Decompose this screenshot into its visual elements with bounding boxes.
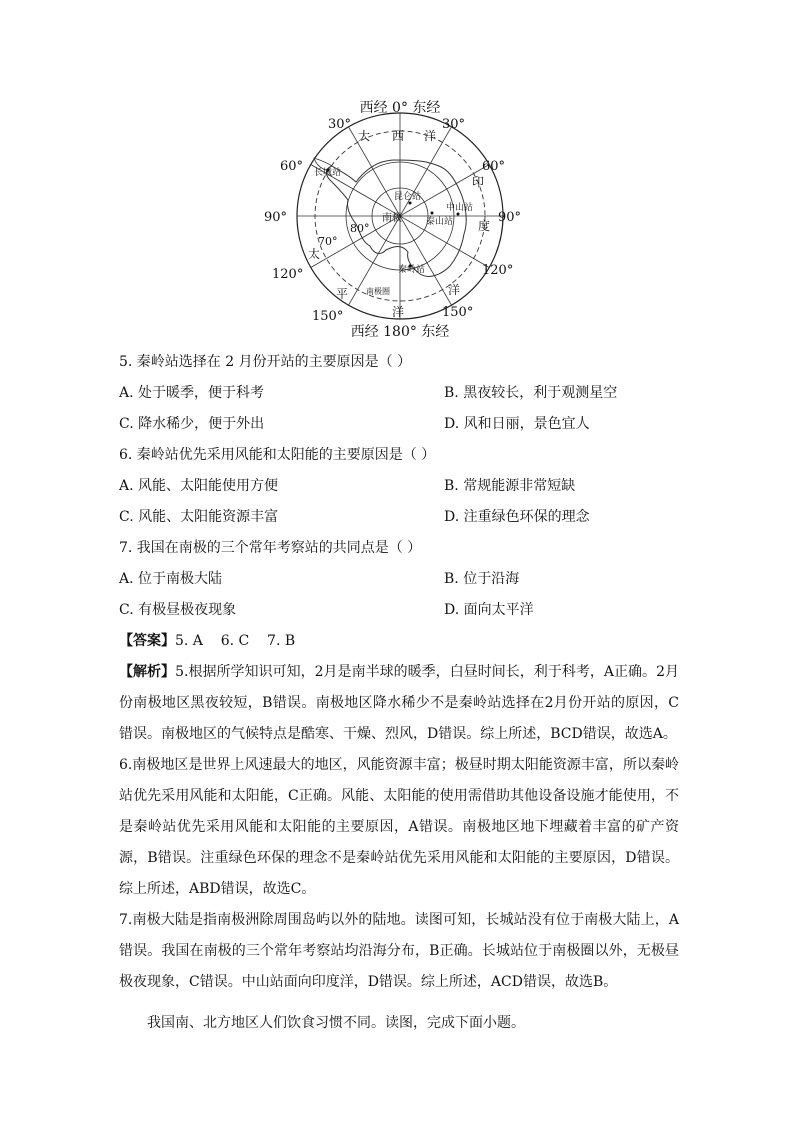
ocean-char-yang-indian: 洋	[448, 283, 461, 297]
question-6-stem: 6. 秦岭站优先采用风能和太阳能的主要原因是（ ）	[119, 447, 436, 463]
deg-150-right: 150°	[442, 305, 474, 320]
analysis-label: 【解析】	[119, 664, 176, 680]
ocean-char-yin: 印	[472, 175, 485, 189]
question-5-option-b: B. 黑夜较长，利于观测星空	[444, 385, 618, 401]
answer-line	[119, 631, 295, 651]
zhongshan-station-label: 中山站	[446, 203, 474, 213]
deg-120-right: 120°	[482, 263, 514, 278]
deg-60-left: 60°	[280, 159, 304, 174]
question-5-option-a: A. 处于暖季，便于科考	[119, 385, 265, 401]
question-5-option-c: C. 降水稀少，便于外出	[119, 416, 265, 432]
question-7-option-d: D. 面向太平洋	[444, 602, 534, 618]
ocean-char-xi: 西	[392, 129, 405, 143]
ocean-char-yang-atlantic: 洋	[424, 129, 437, 143]
ocean-char-da: 大	[358, 129, 371, 143]
lat-80-label: 80°	[350, 222, 370, 235]
deg-30-right: 30°	[442, 117, 466, 132]
question-7-option-c: C. 有极昼极夜现象	[119, 602, 237, 618]
antarctica-map	[264, 96, 530, 340]
ocean-char-du: 度	[478, 219, 491, 233]
analysis-paragraph-7: 7.南极大陆是指南极洲除周围岛屿以外的陆地。读图可知，长城站没有位于南极大陆上，A错误。我国在南极的三个常年考察站均沿海分布，B正确。长城站位于南极圈以外，无极昼极夜现象，C错误。中山站面向印度洋，D错误。综上所述，ACD错误，故选B。	[119, 912, 679, 990]
answer-text: 5. A 6. C 7. B	[175, 633, 296, 649]
deg-120-left: 120°	[272, 267, 304, 282]
kunlun-station-label: 昆仑站	[394, 192, 422, 202]
question-5-option-d: D. 风和日丽，景色宜人	[444, 416, 590, 432]
question-7-option-a: A. 位于南极大陆	[119, 571, 223, 587]
answer-label: 【答案】	[119, 633, 175, 649]
next-question-intro: 我国南、北方地区人们饮食习惯不同。读图，完成下面小题。	[147, 1015, 525, 1031]
deg-90-right: 90°	[498, 210, 522, 225]
map-top-label: 西经 0° 东经	[359, 100, 441, 116]
lat-70-label: 70°	[318, 235, 338, 248]
analysis-paragraph-5: 【解析】5.根据所学知识可知，2月是南半球的暖季，白昼时间长，利于科考，A正确。2月份南极地区黑夜较短，B错误。南极地区降水稀少不是秦岭站选择在2月份开站的原因，C错误。南极地区的气候特点是酷寒、干燥、烈风，D错误。综上所述，BCD错误，故选A。	[119, 664, 680, 742]
question-7-option-b: B. 位于沿海	[444, 571, 520, 587]
ocean-char-tai: 太	[308, 247, 321, 261]
deg-60-right: 60°	[482, 159, 506, 174]
taishan-station-dot	[431, 212, 434, 215]
question-5-stem: 5. 秦岭站选择在 2 月份开站的主要原因是（ ）	[119, 354, 412, 370]
ocean-char-ping: 平	[336, 287, 349, 301]
question-6-option-d: D. 注重绿色环保的理念	[444, 509, 590, 525]
ocean-char-yang-pacific: 洋	[392, 305, 405, 319]
south-pole-label: 南极	[382, 213, 402, 224]
changcheng-station-label: 长城站	[314, 168, 342, 178]
deg-150-left: 150°	[312, 309, 344, 324]
question-6-option-a: A. 风能、太阳能使用方便	[119, 478, 279, 494]
question-6-option-c: C. 风能、太阳能资源丰富	[119, 509, 279, 525]
analysis-block	[119, 657, 679, 998]
deg-90-left: 90°	[264, 210, 288, 225]
taishan-station-label: 泰山站	[426, 217, 454, 227]
question-7-stem: 7. 我国在南极的三个常年考察站的共同点是（ ）	[119, 540, 422, 556]
map-bottom-label: 西经 180° 东经	[350, 324, 450, 340]
analysis-paragraph-6: 6.南极地区是世界上风速最大的地区，风能资源丰富；极昼时期太阳能资源丰富，所以秦岭站优先采用风能和太阳能，C正确。风能、太阳能的使用需借助其他设备设施才能使用，不是秦岭站优先采用风能和太阳能的主要原因，A错误。南极地区地下埋藏着丰富的矿产资源，B错误。注重绿色环保的理念不是秦岭站优先采用风能和太阳能的主要原因，D错误。综上所述，ABD错误，故选C。	[119, 757, 679, 897]
question-6-option-b: B. 常规能源非常短缺	[444, 478, 576, 494]
qinling-station-label: 秦岭站	[398, 265, 426, 275]
deg-30-left: 30°	[328, 117, 352, 132]
antarctic-circle-label: 南极圈	[366, 287, 390, 296]
